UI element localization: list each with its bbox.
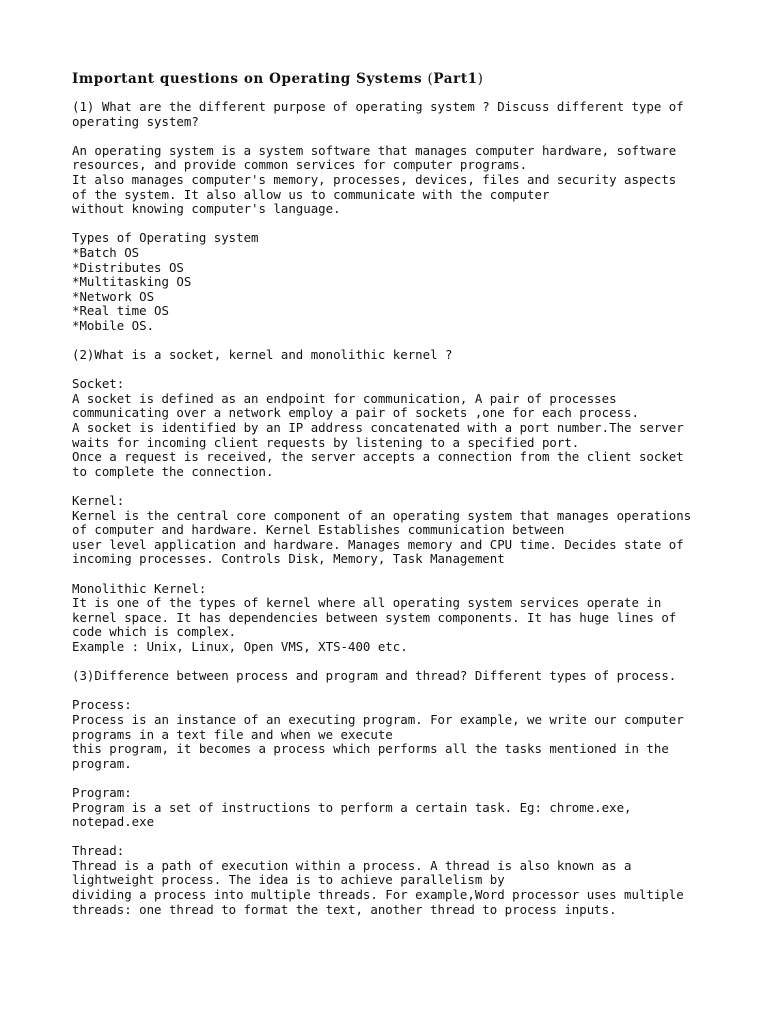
text-paragraph [72, 377, 712, 479]
text-line: of computer and hardware. Kernel Establishes communication between [72, 522, 565, 538]
text-paragraph [72, 100, 712, 129]
text-line: Thread is a path of execution within a process. A thread is also known as a [72, 857, 632, 873]
text-line: Kernel: [72, 493, 125, 509]
text-line: *Multitasking OS [72, 274, 192, 290]
text-line: communicating over a network employ a pair of sockets ,one for each process. [72, 405, 639, 421]
text-line: Process: [72, 697, 132, 713]
document-page [72, 70, 712, 932]
text-line: *Real time OS [72, 303, 169, 319]
text-line: incoming processes. Controls Disk, Memory, Task Management [72, 551, 505, 567]
text-line: Program is a set of instructions to perform a certain task. Eg: chrome.exe, [72, 799, 632, 815]
text-line: Once a request is received, the server accepts a connection from the client socket [72, 449, 684, 465]
text-line: *Batch OS [72, 244, 140, 260]
text-line: (2)What is a socket, kernel and monolithic kernel ? [72, 347, 453, 363]
text-line: lightweight process. The idea is to achieve parallelism by [72, 872, 505, 888]
title-main-text: Important questions on Operating Systems [72, 71, 428, 87]
text-line: It also manages computer's memory, processes, devices, files and security aspects [72, 171, 677, 187]
text-paragraph [72, 348, 712, 363]
text-line: Program: [72, 784, 132, 800]
text-line: *Distributes OS [72, 259, 184, 275]
text-line: waits for incoming client requests by listening to a specified port. [72, 434, 580, 450]
text-line: Example : Unix, Linux, Open VMS, XTS-400 etc. [72, 638, 408, 654]
text-line: *Mobile OS. [72, 317, 155, 333]
text-line: code which is complex. [72, 624, 237, 640]
text-line: operating system? [72, 113, 199, 129]
text-line: Types of Operating system [72, 230, 259, 246]
text-line: Thread: [72, 843, 125, 859]
text-line: A socket is defined as an endpoint for communication, A pair of processes [72, 390, 617, 406]
text-line: resources, and provide common services for computer programs. [72, 157, 528, 173]
text-line: Kernel is the central core component of an operating system that manages operations [72, 507, 692, 523]
text-line: *Network OS [72, 288, 155, 304]
text-paragraph [72, 669, 712, 684]
text-line: to complete the connection. [72, 463, 274, 479]
text-line: Process is an instance of an executing program. For example, we write our computer [72, 711, 684, 727]
text-line: notepad.exe [72, 814, 155, 830]
text-line: this program, it becomes a process which performs all the tasks mentioned in the [72, 741, 669, 757]
text-line: without knowing computer's language. [72, 201, 341, 217]
text-paragraph [72, 698, 712, 771]
text-paragraph [72, 494, 712, 567]
document-body [72, 100, 712, 917]
text-line: (3)Difference between process and program and thread? Different types of process. [72, 668, 677, 684]
text-line: Monolithic Kernel: [72, 580, 207, 596]
text-line: dividing a process into multiple threads. For example,Word processor uses multiple [72, 887, 684, 903]
text-paragraph [72, 231, 712, 333]
text-line: It is one of the types of kernel where all operating system services operate in [72, 595, 662, 611]
text-line: program. [72, 755, 132, 771]
text-paragraph [72, 786, 712, 830]
page-title [72, 70, 712, 88]
text-line: of the system. It also allow us to communicate with the computer [72, 186, 550, 202]
text-line: programs in a text file and when we execute [72, 726, 393, 742]
text-line: A socket is identified by an IP address concatenated with a port number.The server [72, 420, 684, 436]
text-line: Socket: [72, 376, 125, 392]
text-line: (1) What are the different purpose of operating system ? Discuss different type of [72, 99, 684, 114]
text-paragraph [72, 144, 712, 217]
text-line: user level application and hardware. Manages memory and CPU time. Decides state of [72, 536, 684, 552]
title-part-label: Part1 [433, 71, 478, 87]
title-open-paren: ( [427, 71, 434, 87]
text-line: An operating system is a system software that manages computer hardware, software [72, 142, 677, 158]
text-paragraph [72, 844, 712, 917]
text-line: kernel space. It has dependencies between system components. It has huge lines of [72, 609, 677, 625]
text-paragraph [72, 582, 712, 655]
title-close-paren: ) [477, 71, 484, 87]
text-line: threads: one thread to format the text, another thread to process inputs. [72, 901, 617, 917]
